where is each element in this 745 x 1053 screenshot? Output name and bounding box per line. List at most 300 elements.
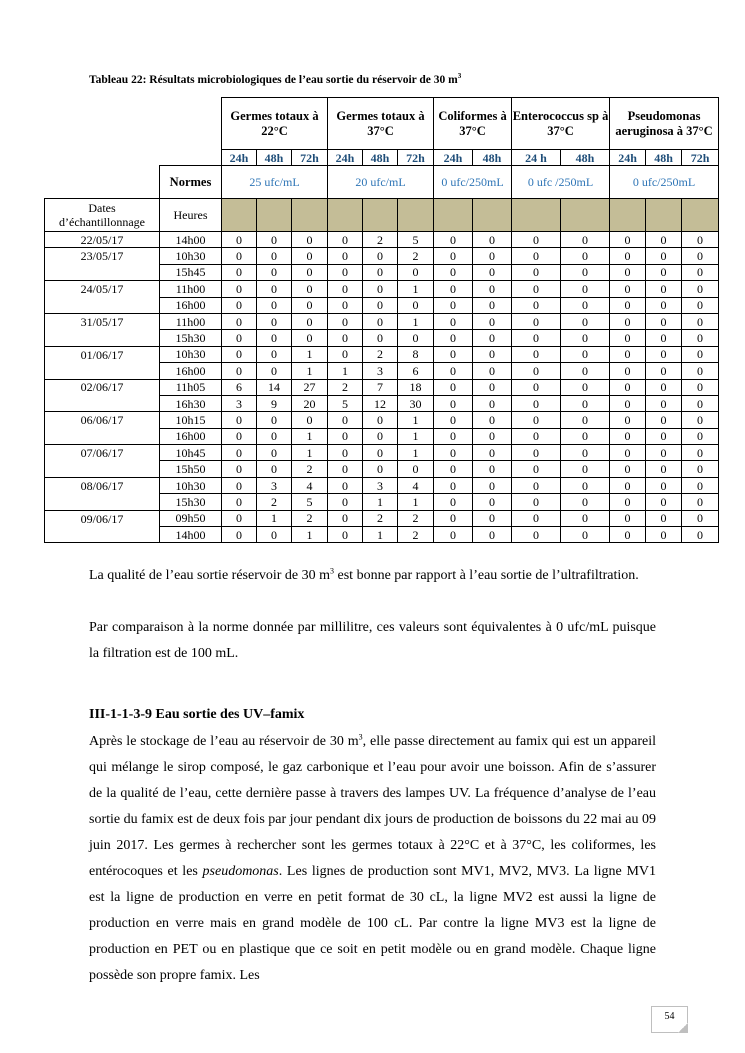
hour-cell: 16h00 (160, 363, 222, 379)
value-cell: 0 (222, 313, 257, 329)
value-cell: 0 (257, 445, 292, 461)
group-header: Coliformes à 37°C (434, 98, 512, 150)
value-cell: 0 (257, 412, 292, 428)
value-cell: 0 (682, 330, 719, 346)
value-cell: 0 (512, 363, 561, 379)
value-cell: 2 (398, 248, 434, 264)
value-cell: 0 (646, 461, 682, 477)
paragraph-comparison: Par comparaison à la norme donnée par millilitre, ces valeurs sont équivalentes à 0 ufc/mL puisque la filtration est de 100 mL. (89, 620, 656, 661)
value-cell: 0 (328, 477, 363, 493)
value-cell: 0 (561, 494, 610, 510)
value-cell: 0 (473, 510, 512, 526)
value-cell: 0 (561, 445, 610, 461)
value-cell: 0 (561, 313, 610, 329)
table-row (45, 297, 719, 313)
page-number: 54 (651, 1006, 688, 1033)
hour-cell: 14h00 (160, 527, 222, 543)
date-cell (45, 264, 160, 280)
date-cell (45, 494, 160, 510)
time-header: 24 h (512, 150, 561, 166)
hour-cell: 11h00 (160, 281, 222, 297)
hour-cell: 16h00 (160, 297, 222, 313)
value-cell: 0 (473, 313, 512, 329)
value-cell: 0 (328, 527, 363, 543)
value-cell: 2 (292, 461, 328, 477)
value-cell: 1 (363, 494, 398, 510)
value-cell: 0 (363, 412, 398, 428)
value-cell: 0 (434, 395, 473, 411)
value-cell: 0 (222, 264, 257, 280)
value-cell: 0 (682, 494, 719, 510)
value-cell: 0 (512, 510, 561, 526)
value-cell: 0 (398, 461, 434, 477)
value-cell: 0 (646, 346, 682, 362)
value-cell: 0 (222, 510, 257, 526)
value-cell: 0 (257, 232, 292, 248)
value-cell: 0 (646, 297, 682, 313)
time-header-row (45, 150, 719, 166)
value-cell: 7 (363, 379, 398, 395)
value-cell: 0 (257, 264, 292, 280)
value-cell: 2 (363, 232, 398, 248)
norm-value: 20 ufc/mL (328, 166, 434, 199)
hour-cell: 09h50 (160, 510, 222, 526)
value-cell: 0 (512, 297, 561, 313)
hour-cell: 15h50 (160, 461, 222, 477)
date-cell (45, 330, 160, 346)
value-cell: 0 (434, 477, 473, 493)
date-cell (45, 461, 160, 477)
value-cell: 0 (473, 461, 512, 477)
time-header: 24h (610, 150, 646, 166)
value-cell: 0 (646, 248, 682, 264)
table-caption: Tableau 22: Résultats microbiologiques de l’eau sortie du réservoir de 30 $m^3$ (89, 72, 462, 86)
value-cell: 0 (363, 248, 398, 264)
date-cell: 07/06/17 (45, 445, 160, 461)
value-cell: 0 (292, 313, 328, 329)
value-cell: 0 (610, 412, 646, 428)
value-cell: 0 (257, 297, 292, 313)
hour-cell: 15h30 (160, 330, 222, 346)
value-cell: 1 (398, 281, 434, 297)
results-table (44, 97, 719, 543)
value-cell: 5 (292, 494, 328, 510)
value-cell: 0 (222, 461, 257, 477)
value-cell: 0 (561, 330, 610, 346)
value-cell: 0 (257, 461, 292, 477)
value-cell: 0 (328, 264, 363, 280)
value-cell: 5 (398, 232, 434, 248)
value-cell: 0 (646, 494, 682, 510)
value-cell: 27 (292, 379, 328, 395)
value-cell: 0 (434, 363, 473, 379)
value-cell: 0 (561, 412, 610, 428)
value-cell: 0 (512, 461, 561, 477)
date-cell: 09/06/17 (45, 510, 160, 526)
value-cell: 0 (434, 510, 473, 526)
date-cell (45, 363, 160, 379)
table-row (45, 445, 719, 461)
value-cell: 0 (473, 363, 512, 379)
value-cell: 0 (292, 264, 328, 280)
value-cell: 0 (328, 297, 363, 313)
date-cell (45, 297, 160, 313)
value-cell: 0 (473, 395, 512, 411)
value-cell: 0 (646, 395, 682, 411)
time-header: 72h (682, 150, 719, 166)
value-cell: 0 (222, 412, 257, 428)
value-cell: 0 (473, 477, 512, 493)
value-cell: 0 (512, 412, 561, 428)
value-cell: 0 (222, 527, 257, 543)
value-cell: 0 (292, 232, 328, 248)
group-header-row (45, 98, 719, 150)
value-cell: 1 (292, 346, 328, 362)
value-cell: 0 (512, 313, 561, 329)
value-cell: 0 (646, 264, 682, 280)
value-cell: 0 (682, 281, 719, 297)
value-cell: 1 (398, 494, 434, 510)
value-cell: 0 (646, 363, 682, 379)
value-cell: 0 (328, 248, 363, 264)
value-cell: 0 (434, 297, 473, 313)
time-header: 24h (222, 150, 257, 166)
value-cell: 0 (363, 330, 398, 346)
group-header: Germes totaux à 22°C (222, 98, 328, 150)
value-cell: 1 (398, 313, 434, 329)
value-cell: 0 (646, 527, 682, 543)
date-cell: 06/06/17 (45, 412, 160, 428)
value-cell: 0 (610, 264, 646, 280)
value-cell: 3 (257, 477, 292, 493)
hour-cell: 16h00 (160, 428, 222, 444)
value-cell: 0 (682, 363, 719, 379)
value-cell: 0 (646, 477, 682, 493)
value-cell: 0 (328, 313, 363, 329)
value-cell: 0 (434, 412, 473, 428)
group-header: Enterococcus sp à 37°C (512, 98, 610, 150)
value-cell: 0 (682, 297, 719, 313)
value-cell: 0 (512, 346, 561, 362)
table-row (45, 264, 719, 280)
value-cell: 0 (434, 264, 473, 280)
value-cell: 0 (434, 313, 473, 329)
date-cell (45, 527, 160, 543)
paragraph-uv-famix: Après le stockage de l’eau au réservoir de 30 $m^3$, elle passe directement au famix qui est un appareil qui mélange le sirop composé, le gaz carbonique et l’eau pour avoir une boisson. Afin de s’assurer de la qualité de l’eau, cette dernière passe à travers des lampes UV. La fréquence d’analyse de l’eau sortie du famix est de deux fois par jour pendant dix jours de production de boissons du 22 mai au 09 juin 2017. Les germes à rechercher sont les germes totaux à 22°C et à 37°C, les coliformes, les entérocoques et les pseudomonas. Les lignes de production sont MV1, MV2, MV3. La ligne MV1 est la ligne de production en verre en petit format de 30 cL, la ligne MV2 est aussi la ligne de production en verre mais en grand modèle de 100 cL. Par contre la ligne MV3 est la ligne de production en PET ou en plastique que ce soit en petit modèle ou en grand modèle. Chaque ligne possède son propre famix. Les (89, 732, 656, 983)
value-cell: 0 (610, 461, 646, 477)
time-header: 24h (434, 150, 473, 166)
value-cell: 1 (398, 412, 434, 428)
value-cell: 0 (682, 346, 719, 362)
date-cell: 08/06/17 (45, 477, 160, 493)
value-cell: 0 (646, 412, 682, 428)
paragraph-quality: La qualité de l’eau sortie réservoir de 30 $m^3$ est bonne par rapport à l’eau sortie de l’ultrafiltration. (89, 566, 639, 583)
value-cell: 0 (512, 248, 561, 264)
value-cell: 0 (257, 428, 292, 444)
value-cell: 0 (222, 363, 257, 379)
table-row (45, 379, 719, 395)
norm-value: 0 ufc/250mL (610, 166, 719, 199)
value-cell: 0 (512, 232, 561, 248)
value-cell: 14 (257, 379, 292, 395)
value-cell: 0 (363, 445, 398, 461)
value-cell: 0 (398, 264, 434, 280)
value-cell: 0 (328, 461, 363, 477)
value-cell: 1 (292, 527, 328, 543)
value-cell: 0 (610, 445, 646, 461)
value-cell: 3 (222, 395, 257, 411)
value-cell: 0 (561, 248, 610, 264)
value-cell: 1 (292, 363, 328, 379)
hour-cell: 10h30 (160, 477, 222, 493)
value-cell: 0 (646, 428, 682, 444)
hour-cell: 10h30 (160, 248, 222, 264)
value-cell: 0 (363, 297, 398, 313)
value-cell: 0 (257, 330, 292, 346)
value-cell: 0 (434, 379, 473, 395)
time-header: 48h (561, 150, 610, 166)
value-cell: 0 (561, 297, 610, 313)
value-cell: 6 (398, 363, 434, 379)
table-row (45, 232, 719, 248)
value-cell: 0 (257, 346, 292, 362)
value-cell: 0 (561, 346, 610, 362)
time-header: 72h (292, 150, 328, 166)
value-cell: 0 (610, 428, 646, 444)
column-header-row (45, 199, 719, 232)
value-cell: 0 (610, 232, 646, 248)
page-fold-icon (678, 1023, 688, 1033)
table-row (45, 510, 719, 526)
value-cell: 1 (257, 510, 292, 526)
value-cell: 0 (682, 264, 719, 280)
value-cell: 0 (512, 281, 561, 297)
norms-label: Normes (160, 166, 222, 199)
value-cell: 0 (512, 445, 561, 461)
value-cell: 0 (328, 510, 363, 526)
value-cell: 0 (512, 379, 561, 395)
value-cell: 6 (222, 379, 257, 395)
value-cell: 0 (610, 297, 646, 313)
value-cell: 0 (363, 428, 398, 444)
value-cell: 0 (610, 248, 646, 264)
value-cell: 0 (473, 412, 512, 428)
value-cell: 0 (363, 313, 398, 329)
value-cell: 0 (561, 461, 610, 477)
table-row (45, 395, 719, 411)
value-cell: 1 (363, 527, 398, 543)
value-cell: 0 (682, 395, 719, 411)
value-cell: 0 (646, 313, 682, 329)
value-cell: 0 (561, 477, 610, 493)
table-row (45, 527, 719, 543)
value-cell: 18 (398, 379, 434, 395)
date-cell: 22/05/17 (45, 232, 160, 248)
value-cell: 0 (682, 510, 719, 526)
hour-cell: 11h00 (160, 313, 222, 329)
date-cell: 24/05/17 (45, 281, 160, 297)
value-cell: 0 (682, 445, 719, 461)
value-cell: 0 (561, 395, 610, 411)
date-cell: 31/05/17 (45, 313, 160, 329)
value-cell: 0 (682, 412, 719, 428)
value-cell: 1 (398, 428, 434, 444)
value-cell: 0 (473, 445, 512, 461)
hour-cell: 10h45 (160, 445, 222, 461)
time-header: 24h (328, 150, 363, 166)
value-cell: 0 (512, 264, 561, 280)
value-cell: 0 (434, 494, 473, 510)
value-cell: 0 (328, 428, 363, 444)
date-cell: 02/06/17 (45, 379, 160, 395)
value-cell: 0 (610, 379, 646, 395)
value-cell: 0 (561, 428, 610, 444)
value-cell: 0 (473, 232, 512, 248)
value-cell: 2 (292, 510, 328, 526)
hour-cell: 15h45 (160, 264, 222, 280)
value-cell: 0 (257, 527, 292, 543)
value-cell: 0 (473, 346, 512, 362)
date-cell: 23/05/17 (45, 248, 160, 264)
value-cell: 1 (292, 428, 328, 444)
value-cell: 0 (257, 313, 292, 329)
value-cell: 0 (561, 379, 610, 395)
value-cell: 0 (610, 330, 646, 346)
value-cell: 0 (473, 330, 512, 346)
table-row (45, 248, 719, 264)
value-cell: 30 (398, 395, 434, 411)
table-row (45, 363, 719, 379)
table-row (45, 477, 719, 493)
value-cell: 12 (363, 395, 398, 411)
time-header: 72h (398, 150, 434, 166)
value-cell: 0 (561, 264, 610, 280)
table-row (45, 461, 719, 477)
value-cell: 8 (398, 346, 434, 362)
value-cell: 0 (222, 445, 257, 461)
value-cell: 0 (610, 527, 646, 543)
value-cell: 0 (610, 395, 646, 411)
value-cell: 0 (222, 297, 257, 313)
value-cell: 0 (561, 510, 610, 526)
hour-cell: 11h05 (160, 379, 222, 395)
value-cell: 2 (398, 510, 434, 526)
dates-header: Dates d’échantillonnage (45, 199, 160, 232)
value-cell: 0 (363, 461, 398, 477)
value-cell: 0 (646, 510, 682, 526)
value-cell: 1 (328, 363, 363, 379)
value-cell: 0 (222, 346, 257, 362)
time-header: 48h (473, 150, 512, 166)
value-cell: 0 (328, 346, 363, 362)
value-cell: 0 (682, 428, 719, 444)
value-cell: 0 (328, 232, 363, 248)
table-row (45, 313, 719, 329)
value-cell: 0 (328, 445, 363, 461)
value-cell: 3 (363, 477, 398, 493)
value-cell: 0 (646, 232, 682, 248)
value-cell: 0 (610, 281, 646, 297)
value-cell: 0 (292, 281, 328, 297)
group-header: Pseudomonas aeruginosa à 37°C (610, 98, 719, 150)
value-cell: 0 (257, 363, 292, 379)
value-cell: 4 (398, 477, 434, 493)
value-cell: 0 (398, 330, 434, 346)
value-cell: 0 (473, 494, 512, 510)
value-cell: 0 (682, 232, 719, 248)
value-cell: 0 (473, 297, 512, 313)
table-row (45, 281, 719, 297)
value-cell: 0 (434, 461, 473, 477)
value-cell: 0 (561, 281, 610, 297)
hours-header: Heures (160, 199, 222, 232)
value-cell: 0 (222, 428, 257, 444)
value-cell: 0 (512, 527, 561, 543)
value-cell: 0 (222, 281, 257, 297)
value-cell: 0 (363, 281, 398, 297)
value-cell: 0 (512, 428, 561, 444)
value-cell: 0 (328, 412, 363, 428)
norm-value: 0 ufc /250mL (512, 166, 610, 199)
table-row (45, 494, 719, 510)
hour-cell: 10h30 (160, 346, 222, 362)
value-cell: 2 (328, 379, 363, 395)
table-row (45, 330, 719, 346)
time-header: 48h (646, 150, 682, 166)
value-cell: 0 (473, 248, 512, 264)
value-cell: 0 (257, 248, 292, 264)
value-cell: 0 (222, 477, 257, 493)
value-cell: 2 (363, 510, 398, 526)
value-cell: 0 (610, 494, 646, 510)
value-cell: 0 (512, 330, 561, 346)
norm-value: 0 ufc/250mL (434, 166, 512, 199)
value-cell: 0 (292, 297, 328, 313)
value-cell: 0 (363, 264, 398, 280)
value-cell: 0 (257, 281, 292, 297)
value-cell: 0 (610, 346, 646, 362)
date-cell: 01/06/17 (45, 346, 160, 362)
value-cell: 0 (512, 494, 561, 510)
value-cell: 0 (222, 494, 257, 510)
value-cell: 0 (473, 428, 512, 444)
value-cell: 20 (292, 395, 328, 411)
value-cell: 0 (222, 330, 257, 346)
value-cell: 4 (292, 477, 328, 493)
date-cell (45, 395, 160, 411)
value-cell: 0 (610, 477, 646, 493)
value-cell: 0 (434, 232, 473, 248)
value-cell: 5 (328, 395, 363, 411)
norms-row (45, 166, 719, 199)
value-cell: 0 (222, 232, 257, 248)
value-cell: 0 (434, 330, 473, 346)
value-cell: 0 (610, 313, 646, 329)
value-cell: 0 (646, 379, 682, 395)
value-cell: 0 (434, 346, 473, 362)
value-cell: 0 (473, 281, 512, 297)
hour-cell: 14h00 (160, 232, 222, 248)
value-cell: 0 (473, 527, 512, 543)
group-header: Germes totaux à 37°C (328, 98, 434, 150)
value-cell: 0 (328, 281, 363, 297)
value-cell: 0 (646, 281, 682, 297)
value-cell: 0 (398, 297, 434, 313)
value-cell: 0 (473, 379, 512, 395)
norm-value: 25 ufc/mL (222, 166, 328, 199)
value-cell: 0 (434, 527, 473, 543)
value-cell: 3 (363, 363, 398, 379)
